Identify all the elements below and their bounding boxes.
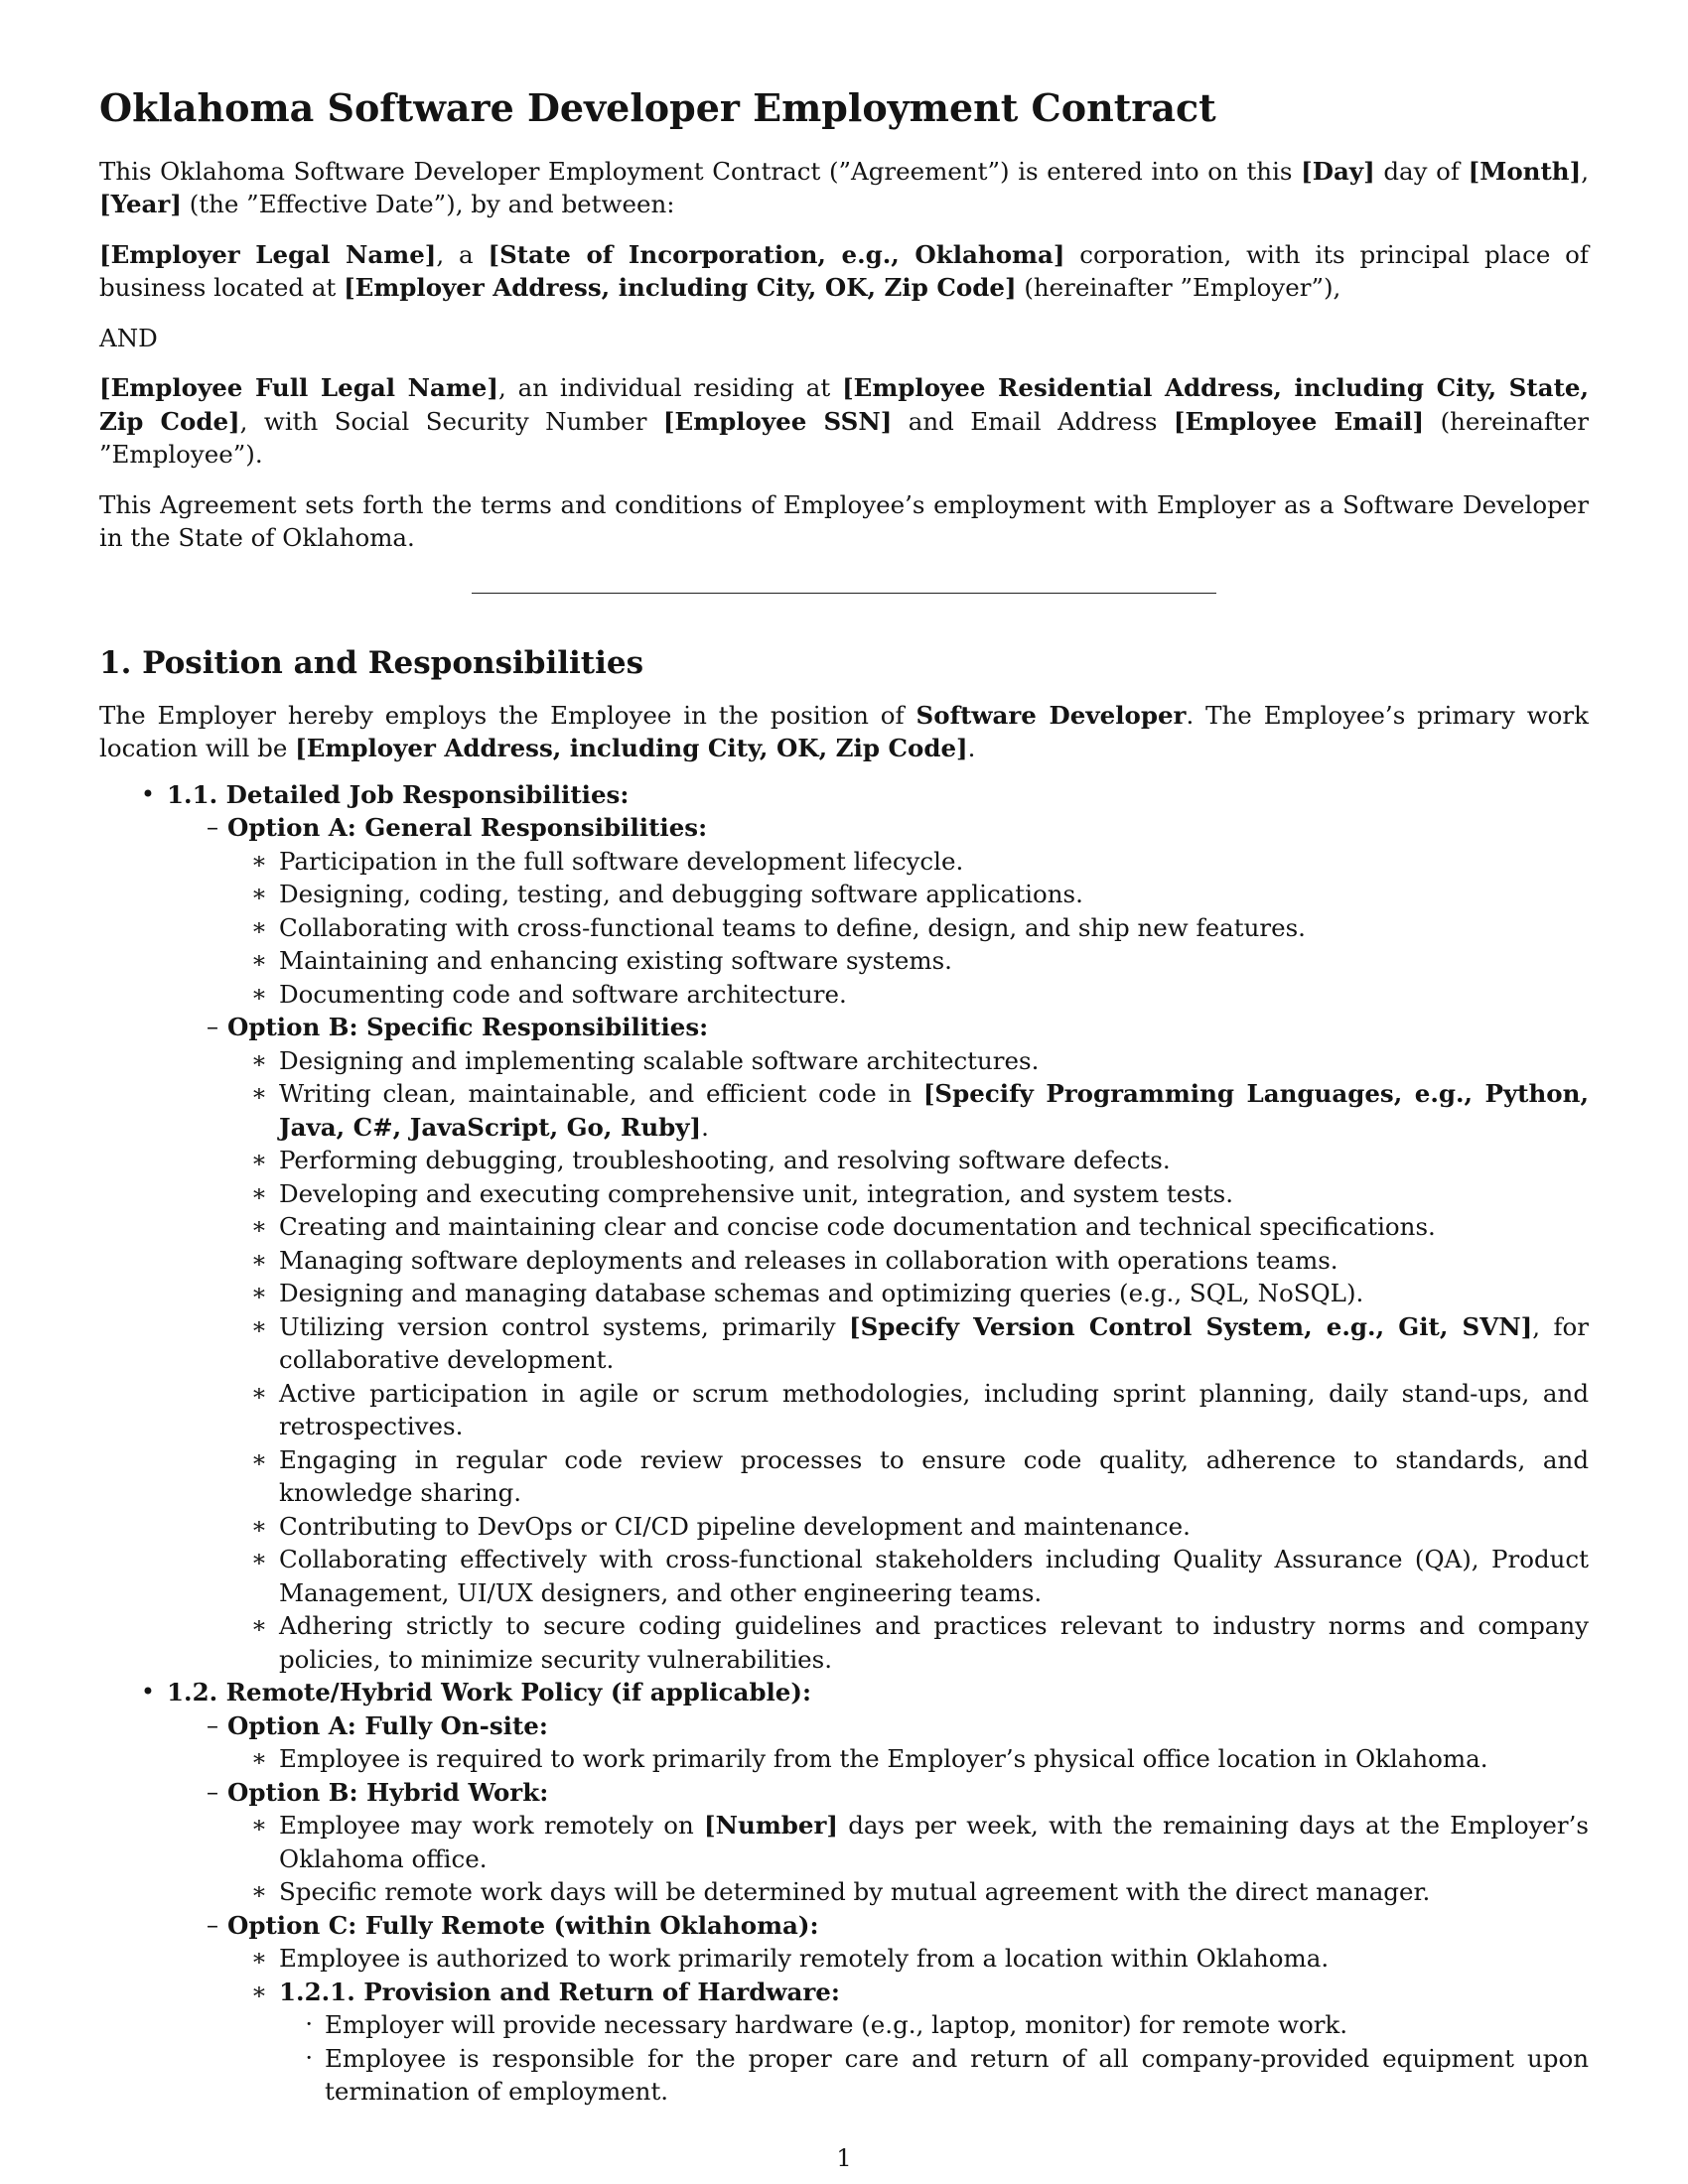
option-b-specific: – Option B: Specific Responsibilities: ∗ Designing and implementing scalable software architectures. ∗ Writing clean, maintainable, and efficient code in [Specify Programming Languages, e.g., Python, Java, C#, JavaScript, Go, Ruby]. ∗ Performing debugging, troubleshooting, and resolving software defects. ∗ Developing and executing comprehensive unit, integration, and system tests. ∗ Creating and maintaining clear and concise code documentation and technical specifications. ∗ Managing software deployments and releases in collaboration with operations teams. ∗ Designing and managing database schemas and optimizing queries (e.g., SQL, NoSQL). ∗ Utilizing version control systems, primarily [Specify Version Control System, e.g., Git, SVN], for collaborative development. ∗ Active participation in agile or scrum methodologies, including sprint planning, daily stand-ups, and retrospectives. ∗ Engaging in regular code review processes to ensure code quality, adherence to standards, and knowledge sharing. ∗ Contributing to DevOps or CI/CD pipeline development and maintenance. ∗ Collaborating effectively with cross-functional stakeholders including Quality Assurance (QA), Product Management, UI/UX designers, and other engineering teams. ∗ Adhering strictly to secure coding guidelines and practices relevant to industry norms and company policies, to minimize security vulnerabilities. bbox=[167, 1011, 1589, 1676]
list-item: ∗ Employee is required to work primarily from the Employer’s physical office location in Oklahoma. bbox=[250, 1744, 1488, 1774]
list-item: ∗ Designing, coding, testing, and debugging software applications. bbox=[250, 880, 1083, 909]
list-item: · Employer will provide necessary hardware (e.g., laptop, monitor) for remote work. bbox=[305, 2010, 1348, 2040]
year-placeholder: [Year] bbox=[99, 190, 182, 219]
dash-marker: – bbox=[207, 1710, 218, 1739]
list-item: ∗ Collaborating with cross-functional teams to define, design, and ship new features. bbox=[250, 912, 1306, 942]
section-1-intro: The Employer hereby employs the Employee in the position of Software Developer. The Employee’s primary work location will be [Employer Address, including City, OK, Zip Code]. bbox=[99, 700, 1589, 763]
employee-name-placeholder: [Employee Full Legal Name] bbox=[99, 373, 498, 403]
section-1-title: 1. Position and Responsibilities bbox=[99, 644, 644, 681]
list-item-1-2: • 1.2. Remote/Hybrid Work Policy (if applicable): – Option A: Fully On-site: ∗ Employee is required to work primarily from the Employer’s physical office location in Oklahoma. – Option B: Hybrid Work: ∗ Employee may work remotely on [Number] days per week, with the remaining days at the Employer’s Oklahoma office. ∗ Specific remote work days will be determined by mutual agreement with the direct manager. – Option C: Fully Remote (within Oklahoma): ∗ Employee is authorized to work primarily remotely from a location within Oklahoma. ∗ 1.2.1. Provision and Return of Hardware: · Employer will provide necessary hardware (e.g., laptop, monitor) for remote work. · Employee is responsible for the proper care and return of all company-provided equipment upon termination of employment. bbox=[99, 1676, 1589, 2109]
location-placeholder: [Employer Address, including City, OK, Zip Code] bbox=[295, 734, 968, 763]
employer-name-placeholder: [Employer Legal Name] bbox=[99, 239, 437, 269]
list-item: ∗ Writing clean, maintainable, and efficient code in [Specify Programming Languages, e.g., Python, Java, C#, JavaScript, Go, Ruby]. bbox=[250, 1079, 1589, 1142]
day-placeholder: [Day] bbox=[1301, 156, 1375, 186]
employer-address-placeholder: [Employer Address, including City, OK, Zip Code] bbox=[344, 273, 1017, 303]
list-item: ∗ Employee may work remotely on [Number] days per week, with the remaining days at the Employer’s Oklahoma office. bbox=[250, 1811, 1589, 1873]
list-item: ∗ Designing and implementing scalable software architectures. bbox=[250, 1045, 1040, 1075]
list-item: ∗ Developing and executing comprehensive unit, integration, and system tests. bbox=[250, 1178, 1234, 1208]
position-name: Software Developer bbox=[915, 700, 1187, 730]
dash-marker: – bbox=[207, 1013, 218, 1041]
list-item: · Employee is responsible for the proper care and return of all company-provided equipment upon termination of employment. bbox=[305, 2043, 1589, 2107]
page-number: 1 bbox=[836, 2144, 852, 2172]
list-item-1-1: • 1.1. Detailed Job Responsibilities: – Option A: General Responsibilities: ∗ Participation in the full software development lifecycle. ∗ Designing, coding, testing, and debugging software applications. ∗ Collaborating with cross-functional teams to define, design, and ship new features. ∗ Maintaining and enhancing existing software systems. ∗ Documenting code and software architecture. – Option B: Specific Responsibilities: ∗ Designing and implementing scalable software architectures. ∗ Writing clean, maintainable, and efficient code in [Specify Programming Languages, e.g., Python, Java, C#, JavaScript, Go, Ruby]. ∗ Performing debugging, troubleshooting, and resolving software defects. ∗ Developing and executing comprehensive unit, integration, and system tests. ∗ Creating and maintaining clear and concise code documentation and technical specifications. ∗ Managing software deployments and releases in collaboration with operations teams. ∗ Designing and managing database schemas and optimizing queries (e.g., SQL, NoSQL). ∗ Utilizing version control systems, primarily [Specify Version Control System, e.g., Git, SVN], for collaborative development. ∗ Active participation in agile or scrum methodologies, including sprint planning, daily stand-ups, and retrospectives. ∗ Engaging in regular code review processes to ensure code quality, adherence to standards, and knowledge sharing. ∗ Contributing to DevOps or CI/CD pipeline development and maintenance. ∗ Collaborating effectively with cross-functional stakeholders including Quality Assurance (QA), Product Management, UI/UX designers, and other engineering teams. ∗ Adhering strictly to secure coding guidelines and practices relevant to industry norms and company policies, to minimize security vulnerabilities. bbox=[99, 778, 1589, 1677]
document-title: Oklahoma Software Developer Employment Contract bbox=[99, 85, 1216, 130]
purpose-paragraph: This Agreement sets forth the terms and conditions of Employee’s employment with Employer as a Software Developer in the State of Oklahoma. bbox=[99, 489, 1589, 553]
section-1-list bbox=[99, 778, 1589, 2109]
option-a-general: – Option A: General Responsibilities: ∗ Participation in the full software development lifecycle. ∗ Designing, coding, testing, and debugging software applications. ∗ Collaborating with cross-functional teams to define, design, and ship new features. ∗ Maintaining and enhancing existing software systems. ∗ Documenting code and software architecture. bbox=[167, 811, 1589, 1011]
dash-marker: – bbox=[207, 813, 218, 842]
option-a-onsite: – Option A: Fully On-site: ∗ Employee is required to work primarily from the Employer’s physical office location in Oklahoma. bbox=[167, 1709, 1589, 1776]
list-item-1-2-1: ∗ 1.2.1. Provision and Return of Hardware: · Employer will provide necessary hardware (e.g., laptop, monitor) for remote work. · Employee is responsible for the proper care and return of all company-provided equipment upon termination of employment. bbox=[227, 1976, 1589, 2109]
month-placeholder: [Month] bbox=[1468, 156, 1582, 186]
list-item: ∗ Utilizing version control systems, primarily [Specify Version Control System, e.g., Git, SVN], for collaborative development. bbox=[250, 1311, 1590, 1375]
list-item: ∗ Participation in the full software development lifecycle. bbox=[250, 846, 964, 876]
bullet-marker: • bbox=[140, 1678, 155, 1706]
list-item: ∗ Engaging in regular code review processes to ensure code quality, adherence to standards, and knowledge sharing. bbox=[250, 1444, 1589, 1508]
list-item: ∗ Collaborating effectively with cross-functional stakeholders including Quality Assurance (QA), Product Management, UI/UX designers, and other engineering teams. bbox=[250, 1545, 1589, 1607]
list-item: ∗ Specific remote work days will be determined by mutual agreement with the direct manager. bbox=[250, 1877, 1431, 1907]
and-text: AND bbox=[99, 323, 158, 352]
list-item: ∗ Adhering strictly to secure coding guidelines and practices relevant to industry norms and company policies, to minimize security vulnerabilities. bbox=[250, 1611, 1589, 1674]
list-item: ∗ Creating and maintaining clear and concise code documentation and technical specifications. bbox=[250, 1212, 1436, 1242]
list-item: ∗ Contributing to DevOps or CI/CD pipeline development and maintenance. bbox=[250, 1511, 1191, 1541]
employer-paragraph: [Employer Legal Name], a [State of Incorporation, e.g., Oklahoma] corporation, with its principal place of business located at [Employer Address, including City, OK, Zip Code] (hereinafter ”Employer”), bbox=[99, 239, 1590, 303]
languages-placeholder: [Specify Programming Languages, e.g., Python, Java, C#, JavaScript, Go, Ruby] bbox=[279, 1079, 1589, 1142]
employee-paragraph: [Employee Full Legal Name], an individual residing at [Employee Residential Address, including City, State, Zip Code], with Social Security Number [Employee SSN] and Email Address [Employee Email] (hereinafter ”Employee”). bbox=[99, 373, 1590, 470]
ssn-placeholder: [Employee SSN] bbox=[662, 406, 893, 436]
number-placeholder: [Number] bbox=[704, 1811, 838, 1841]
option-c-remote: – Option C: Fully Remote (within Oklahoma): ∗ Employee is authorized to work primarily remotely from a location within Oklahoma. ∗ 1.2.1. Provision and Return of Hardware: · Employer will provide necessary hardware (e.g., laptop, monitor) for remote work. · Employee is responsible for the proper care and return of all company-provided equipment upon termination of employment. bbox=[167, 1909, 1589, 2109]
email-placeholder: [Employee Email] bbox=[1173, 406, 1425, 436]
dash-marker: – bbox=[207, 1777, 218, 1806]
option-b-hybrid: – Option B: Hybrid Work: ∗ Employee may work remotely on [Number] days per week, with the remaining days at the Employer’s Oklahoma office. ∗ Specific remote work days will be determined by mutual agreement with the direct manager. bbox=[167, 1776, 1589, 1909]
horizontal-divider bbox=[472, 593, 1216, 594]
list-item: ∗ Designing and managing database schemas and optimizing queries (e.g., SQL, NoSQL). bbox=[250, 1279, 1364, 1308]
list-item: ∗ Performing debugging, troubleshooting, and resolving software defects. bbox=[250, 1146, 1171, 1175]
employee-address-placeholder: [Employee Residential Address, including City, State, Zip Code] bbox=[99, 373, 1590, 436]
dash-marker: – bbox=[207, 1910, 218, 1939]
state-placeholder: [State of Incorporation, e.g., Oklahoma] bbox=[488, 239, 1065, 269]
list-item: ∗ Managing software deployments and releases in collaboration with operations teams. bbox=[250, 1245, 1338, 1275]
intro-paragraph: This Oklahoma Software Developer Employment Contract (”Agreement”) is entered into on this [Day] day of [Month], [Year] (the ”Effective Date”), by and between: bbox=[99, 156, 1589, 219]
bullet-marker: • bbox=[140, 779, 155, 808]
list-item: ∗ Maintaining and enhancing existing software systems. bbox=[250, 946, 952, 976]
list-item: ∗ Employee is authorized to work primarily remotely from a location within Oklahoma. bbox=[250, 1944, 1330, 1974]
list-item: ∗ Documenting code and software architecture. bbox=[250, 979, 847, 1009]
list-item: ∗ Active participation in agile or scrum methodologies, including sprint planning, daily stand-ups, and retrospectives. bbox=[250, 1378, 1589, 1441]
vcs-placeholder: [Specify Version Control System, e.g., Git, SVN] bbox=[848, 1311, 1533, 1341]
